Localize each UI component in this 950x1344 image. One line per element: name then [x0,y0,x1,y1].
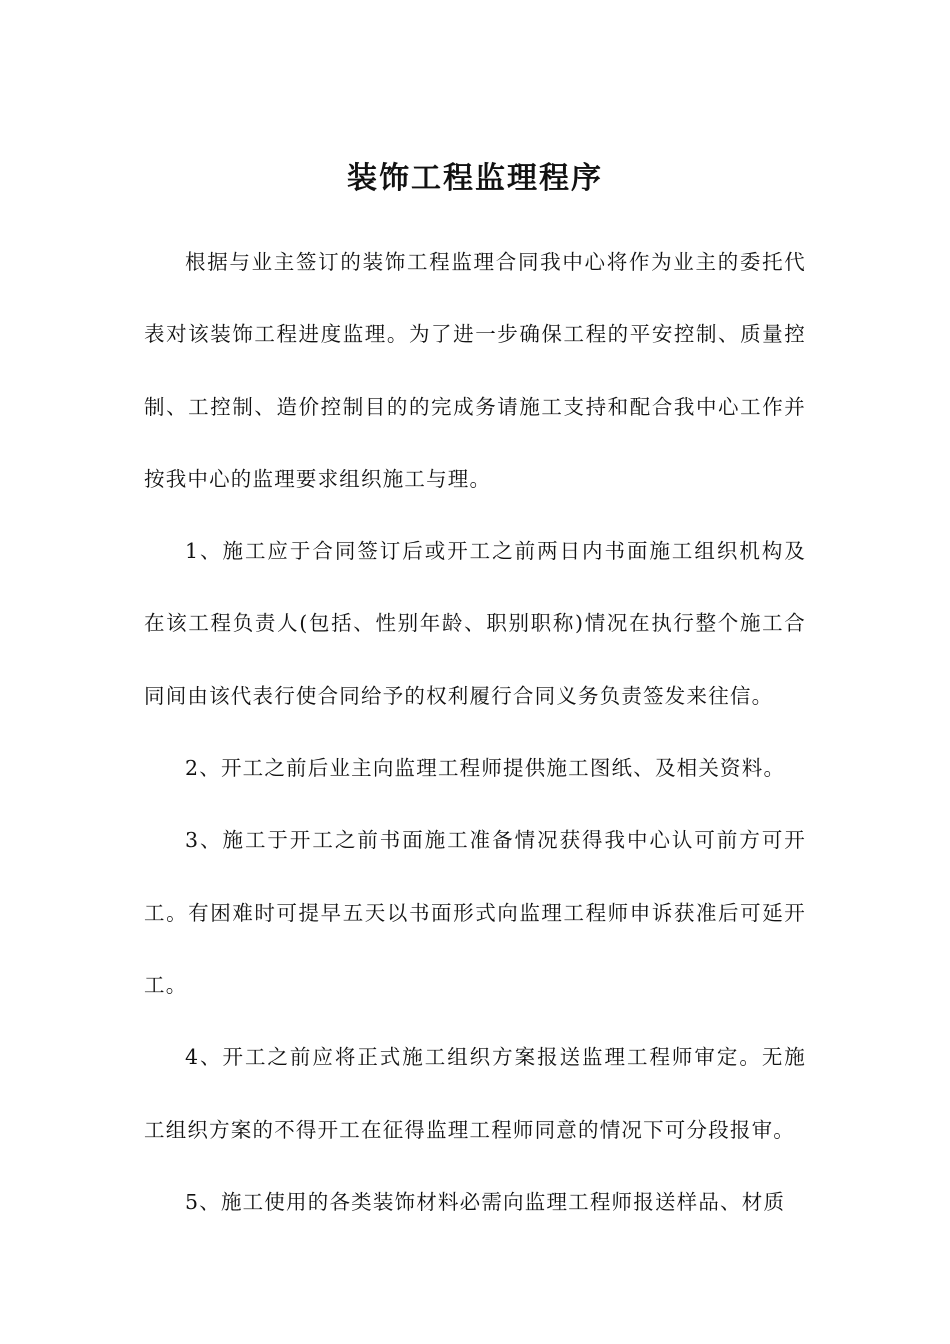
intro-paragraph: 根据与业主签订的装饰工程监理合同我中心将作为业主的委托代表对该装饰工程进度监理。为了进一步确保工程的平安控制、质量控制、工控制、造价控制目的的完成务请施工支持和配合我中心工作并按我中心的监理要求组织施工与理。 [144,250,806,491]
clause-5-paragraph: 5、施工使用的各类装饰材料必需向监理工程师报送样品、材质 [185,1189,786,1214]
clause-4-paragraph: 4、开工之前应将正式施工组织方案报送监理工程师审定。无施工组织方案的不得开工在征得监理工程师同意的情况下可分段报审。 [144,1045,806,1142]
clause-3-paragraph: 3、施工于开工之前书面施工准备情况获得我中心认可前方可开工。有困难时可提早五天以书面形式向监理工程师申诉获准后可延开工。 [144,828,806,997]
clause-2-paragraph: 2、开工之前后业主向监理工程师提供施工图纸、及相关资料。 [185,756,786,781]
clause-1-paragraph: 1、施工应于合同签订后或开工之前两日内书面施工组织机构及在该工程负责人(包括、性别年龄、职别职称)情况在执行整个施工合同间由该代表行使合同给予的权利履行合同义务负责签发来往信。 [144,539,806,708]
document-body [144,226,806,1238]
document-title: 装饰工程监理程序 [347,161,603,196]
